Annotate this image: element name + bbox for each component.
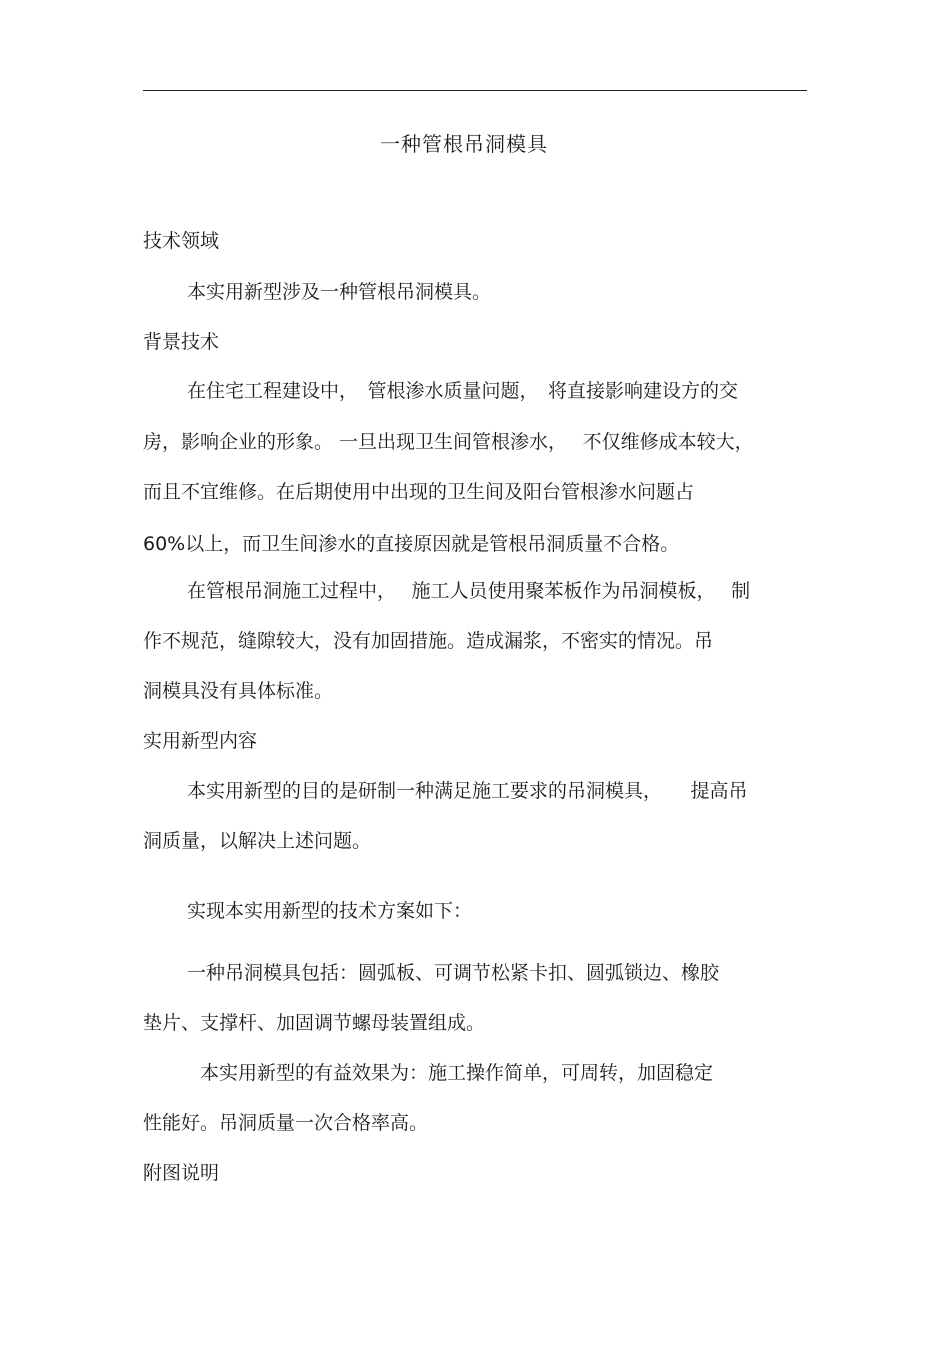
content-p2: 实现本实用新型的技术方案如下： (187, 900, 473, 922)
background-p2-line-1: 在管根吊洞施工过程中， 施工人员使用聚苯板作为吊洞模板， 制 (187, 580, 751, 602)
content-p4-line-1: 本实用新型的有益效果为：施工操作简单，可周转，加固稳定 (200, 1062, 714, 1084)
content-p4-line-2: 性能好。吊洞质量一次合格率高。 (143, 1112, 429, 1134)
background-p1-line-3: 而且不宜维修。在后期使用中出现的卫生间及阳台管根渗水问题占 (143, 481, 695, 503)
section-heading-background: 背景技术 (143, 331, 220, 353)
background-p1-line-2: 房，影响企业的形象。 一旦出现卫生间管根渗水， 不仅维修成本较大， (143, 431, 754, 453)
field-paragraph: 本实用新型涉及一种管根吊洞模具。 (187, 281, 492, 303)
background-p2-line-3: 洞模具没有具体标准。 (143, 680, 334, 702)
section-heading-content: 实用新型内容 (143, 730, 258, 752)
content-p3-line-1: 一种吊洞模具包括：圆弧板、可调节松紧卡扣、圆弧锁边、橡胶 (187, 962, 720, 984)
content-p1-line-1: 本实用新型的目的是研制一种满足施工要求的吊洞模具， 提高吊 (187, 780, 748, 802)
background-p1-line-1: 在住宅工程建设中， 管根渗水质量问题， 将直接影响建设方的交 (187, 380, 739, 402)
document-title: 一种管根吊洞模具 (380, 132, 548, 156)
background-p2-line-2: 作不规范，缝隙较大，没有加固措施。造成漏浆，不密实的情况。吊 (143, 630, 714, 652)
background-p1-line-4: 60%以上，而卫生间渗水的直接原因就是管根吊洞质量不合格。 (143, 533, 680, 555)
section-heading-drawings: 附图说明 (143, 1162, 220, 1184)
content-p3-line-2: 垫片、支撑杆、加固调节螺母装置组成。 (143, 1012, 486, 1034)
content-p1-line-2: 洞质量，以解决上述问题。 (143, 830, 372, 852)
section-heading-field: 技术领域 (143, 230, 220, 252)
header-rule (143, 90, 807, 91)
